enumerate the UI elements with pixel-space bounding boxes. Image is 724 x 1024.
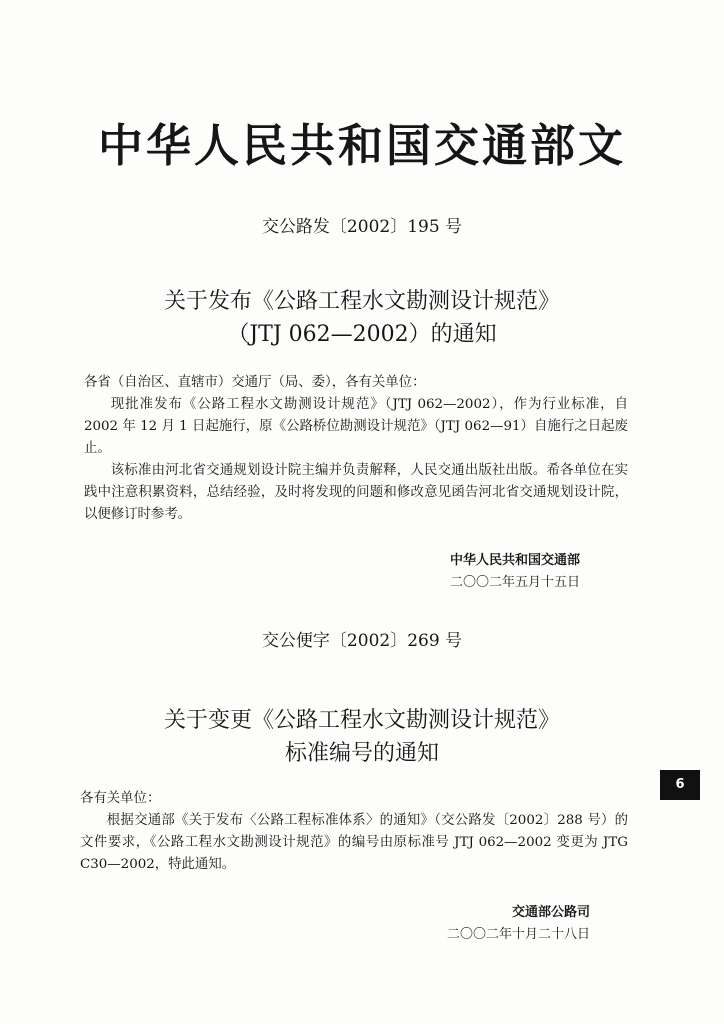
notice1-signature-date: 二〇〇二年五月十五日 — [450, 575, 581, 590]
notice1-paragraph2: 该标准由河北省交通规划设计院主编并负责解释，人民交通出版社出版。希各单位在实践中注意积累资料，总结经验，及时将发现的问题和修改意见函告河北省交通规划设计院，以便修订时参考。 — [84, 463, 628, 522]
notice2-signature — [430, 902, 590, 946]
notice2-salutation: 各有关单位： — [80, 791, 161, 806]
notice1-signature — [450, 550, 580, 594]
page-number-badge: 6 — [660, 770, 700, 800]
notice2-doc-number: 交公便字〔2002〕269 号 — [261, 631, 463, 651]
notice1-doc-number: 交公路发〔2002〕195 号 — [261, 217, 463, 237]
notice1-paragraph1: 现批准发布《公路工程水文勘测设计规范》（JTJ 062—2002），作为行业标准，自 2002 年 12 月 1 日起施行，原《公路桥位勘测设计规范》（JTJ 062—91）自施行之日起废止。 — [84, 397, 628, 456]
notice2-signature-date: 二〇〇二年十月二十八日 — [446, 927, 590, 942]
notice2-title-line1: 关于变更《公路工程水文勘测设计规范》 — [163, 708, 560, 733]
notice1-title-line2: （JTJ 062—2002）的通知 — [227, 322, 497, 347]
notice1-signature-org: 中华人民共和国交通部 — [450, 553, 581, 568]
notice2-body — [80, 788, 628, 876]
notice1-body — [84, 372, 628, 526]
document-header-title: 中华人民共和国交通部文 — [97, 119, 626, 172]
notice1-title-line1: 关于发布《公路工程水文勘测设计规范》 — [163, 289, 560, 314]
notice2-title-line2: 标准编号的通知 — [284, 741, 439, 766]
notice2-signature-org: 交通部公路司 — [511, 905, 590, 920]
notice2-paragraph1: 根据交通部《关于发布〈公路工程标准体系〉的通知》（交公路发〔2002〕288 号）的文件要求，《公路工程水文勘测设计规范》的编号由原标准号 JTJ 062—2002 变更为 JTG C30—2002，特此通知。 — [80, 813, 628, 872]
notice1-salutation: 各省（自治区、直辖市）交通厅（局、委），各有关单位： — [84, 375, 426, 390]
